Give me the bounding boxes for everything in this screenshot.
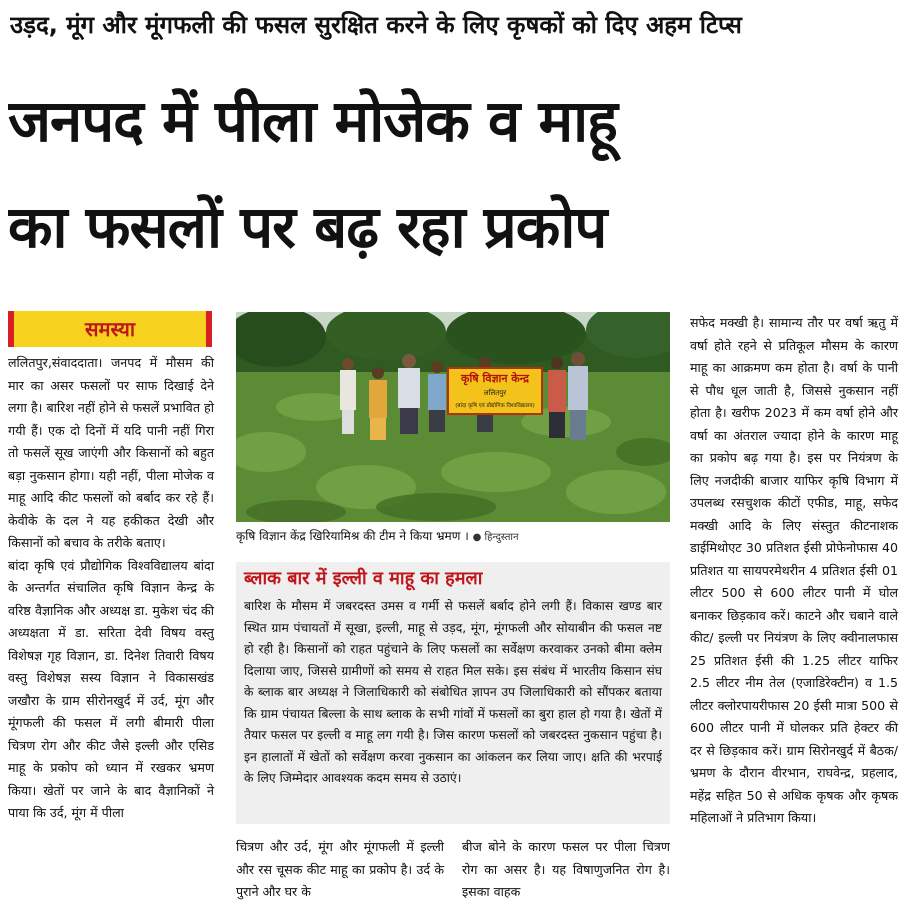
sidebar-box: [236, 562, 670, 824]
kicker-headline: उड़द, मूंग और मूंगफली की फसल सुरक्षित करने के लिए कृषकों को दिए अहम टिप्स: [10, 11, 742, 39]
photo-caption: [236, 527, 670, 547]
news-photo: [236, 312, 670, 522]
box-body: [244, 596, 662, 790]
badge-label: समस्या: [84, 317, 136, 341]
section-badge: [8, 311, 212, 347]
banner-line-1: कृषि विज्ञान केन्द्र: [461, 372, 529, 385]
headline-line-2: का फसलों पर बढ़ रहा प्रकोप: [8, 193, 607, 261]
banner-line-2: ललितपुर: [483, 389, 507, 397]
caption-source: ● हिन्दुस्तान: [472, 532, 519, 543]
column-2-bottom: [236, 836, 444, 904]
box-paragraph: बारिश के मौसम में जबरदस्त उमस व गर्मी से फसलें बर्बाद होने लगी हैं। विकास खण्ड बार स्थित ग्राम पंचायतों में सूखा, इल्ली, माहू से उड़द, मूंग, मूंगफली और सोयाबीन की फसल नष्ट हो रही है। किसानों को राहत पहुंचाने के लिए फसलों का सर्वेक्षण करवाकर उनको बीमा क्लेम दिलाया जाए, जिससे ग्रामीणों को समय से राहत मिल सके। इस संबंध में भारतीय किसान संघ के ब्लाक बार अध्यक्ष ने जिलाधिकारी को संबोधित ज्ञापन उप जिलाधिकारी को सौंपकर बताया कि ग्राम पंचायत बिल्ला के साथ ब्लाक के सभी गांवों में फसलों का बुरा हाल हो गया है। खेतों में तैयार फसल पर इल्ली व माहू लग गयी है। जिस कारण फसलों को जबरदस्त नुकसान पहुंचा है। इन हालातों में खेतों को सर्वेक्षण करवा नुकसान का आंकलन कर लिया जाए। क्षति की भरपाई के लिए जिम्मेदार आवश्यक कदम समय से उठाएं।: [244, 599, 662, 785]
column-3-paragraph: बीज बोने के कारण फसल पर पीला चित्रण रोग का असर है। यह विषाणुजनित रोग है। इसका वाहक: [462, 839, 670, 899]
field-photo-illustration: [236, 312, 670, 522]
column-3-bottom: [462, 836, 670, 904]
banner-line-3: (बांदा कृषि एवं प्रौद्योगिक विश्वविद्यालय): [455, 403, 535, 409]
column-4: [690, 312, 898, 830]
column-1: [8, 352, 214, 825]
column-1-paragraph-1: ललितपुर,संवाददाता। जनपद में मौसम की मार का असर फसलों पर साफ दिखाई देने लगा है। बारिश नहीं होने से फसलें प्रभावित हो गयी हैं। एक दो दिनों में यदि पानी नहीं गिरा तो फसलें सूख जाएंगी और किसानों को बहुत बड़ा नुकसान होगा। यही नहीं, पीला मोजेक व माहू आदि कीट फसलों को बर्बाद कर रहे हैं। केवीके के दल ने यह हकीकत देखी और किसानों को बचाव के तरीके बताए।: [8, 355, 214, 550]
box-title: ब्लाक बार में इल्ली व माहू का हमला: [244, 568, 483, 589]
column-1-paragraph-2: बांदा कृषि एवं प्रौद्योगिक विश्वविद्यालय बांदा के अन्तर्गत संचालित कृषि विज्ञान केन्द्र के वरिष्ठ वैज्ञानिक और अध्यक्ष डा. मुकेश चंद की अध्यक्षता में डा. सरिता देवी विषय वस्तु विशेषज्ञ गृह विज्ञान, डा. दिनेश तिवारी विषय वस्तु विशेषज्ञ सस्य विज्ञान ने विकासखंड जखौरा के ग्राम सीरोनखुर्द में उर्द, मूंग और मूंगफली की फसल में लगी बीमारी पीला चित्रण रोग और कीट जैसे इल्ली और एसिड माहू के प्रकोप को ध्यान में रखकर भ्रमण किया। खेतों पर जाने के बाद वैज्ञानिकों ने पाया कि उर्द, मूंग में पीला: [8, 557, 214, 820]
column-4-paragraph: सफेद मक्खी है। सामान्य तौर पर वर्षा ऋतु में वर्षा होते रहने से प्रतिकूल मौसम के कारण माहू का आक्रमण कम होता है। वर्षा के पानी से पौध धूल जाती है, जिससे नुकसान नहीं होता है। खरीफ 2023 में कम वर्षा होने और वर्षा का अंतराल ज्यादा होने के कारण माहू का प्रकोप बढ़ गया है। इस पर नियंत्रण के लिए नजदीकी बाजार याफिर कृषि विभाग में उपलब्ध रसचुशक कीटों एफीड, माहू, सफेद मक्खी आदि के लिए संस्तुत कीटनाशक डाईमिथोएट 30 प्रतिशत ईसी प्रोफेनोफास 40 प्रतिशत या सायपरमेथरीन 4 प्रतिशत ईसी 01 लीटर 500 से 600 लीटर पानी में घोल बनाकर छिड़काव करें। काटने और चबाने वाले कीट/ इल्ली पर नियंत्रण के लिए क्वीनालफास 25 प्रतिशत ईसी की 1.25 लीटर याफिर 2.5 लीटर नीम तेल (एजाडिरेक्टीन) व 1.5 लीटर क्लोरपायरीफास 20 ईसी मात्रा 500 से 600 लीटर पानी में घोलकर प्रति हेक्टर की दर से छिड़काव करें। ग्राम सिरोनखुर्द में बैठक/ भ्रमण के दौरान वीरभान, राघवेन्द्र, प्रहलाद, महेंद्र सहित 50 से अधिक कृषक और कृषक महिलाओं ने प्रतिभाग किया।: [690, 315, 898, 825]
headline-line-1: जनपद में पीला मोजेक व माहू: [8, 87, 617, 155]
caption-text: कृषि विज्ञान केंद्र खिरियामिश्र की टीम ने किया भ्रमण ।: [236, 529, 469, 543]
column-2-paragraph: चित्रण और उर्द, मूंग और मूंगफली में इल्ली और रस चूसक कीट माहू का प्रकोप है। उर्द के पुराने और घर के: [236, 839, 444, 899]
